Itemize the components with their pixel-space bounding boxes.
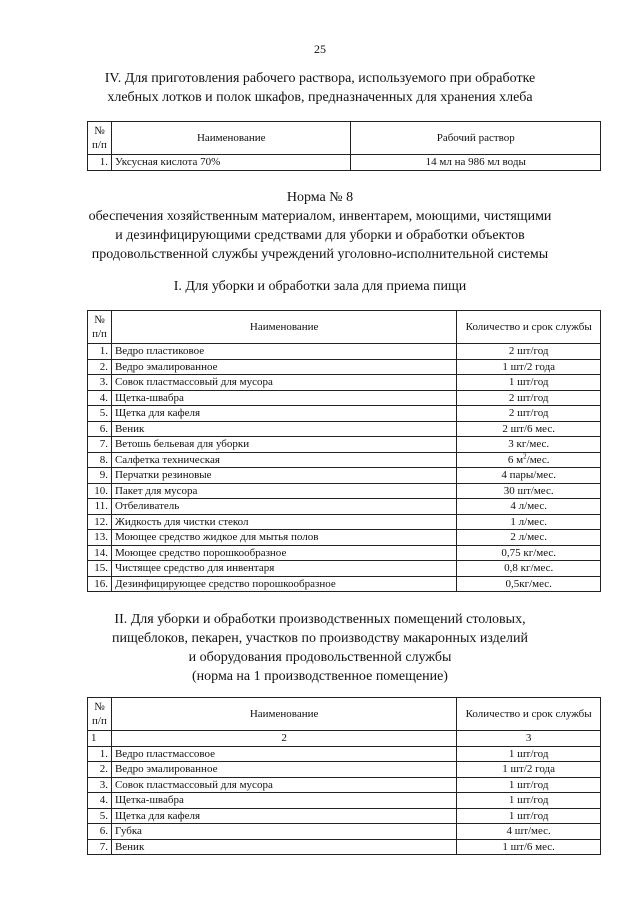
row-value: 0,75 кг/мес. [457,545,601,561]
table-row [88,808,601,824]
row-number: 8. [88,452,112,468]
row-value-suffix: /мес. [526,453,550,466]
table-row [88,375,601,391]
section-4-title-line: IV. Для приготовления рабочего раствора, используемого при обработке [104,71,536,86]
row-name: Щетка-швабра [111,390,456,406]
row-name: Салфетка техническая [111,452,456,468]
row-number: 6. [88,421,112,437]
section-4-table [87,121,601,171]
row-value: 2 л/мес. [457,530,601,546]
row-name: Веник [111,839,456,855]
row-name: Губка [111,824,456,840]
norm-8-line: продовольственной службы учреждений уголовно-исполнительной системы [91,247,549,262]
table-row [88,483,601,499]
row-name: Жидкость для чистки стекол [111,514,456,530]
row-value-main: 6 м [507,453,524,466]
row-number: 15. [88,561,112,577]
table-row [88,421,601,437]
header-value: Рабочий раствор [351,122,601,155]
row-value: 1 шт/6 мес. [457,839,601,855]
row-number: 16. [88,576,112,592]
row-value: 1 шт/год [457,808,601,824]
row-value: 1 шт/год [457,793,601,809]
row-value: 2 шт/год [457,344,601,360]
table-row [88,777,601,793]
table-row [88,839,601,855]
row-number: 5. [88,406,112,422]
row-value: 1 шт/год [457,375,601,391]
row-number: 2. [88,359,112,375]
row-value [457,452,601,468]
row-name: Моющее средство жидкое для мытья полов [111,530,456,546]
row-name: Уксусная кислота 70% [111,155,351,171]
norm-8-heading [0,188,640,264]
row-number: 11. [88,499,112,515]
row-number: 5. [88,808,112,824]
table-row [88,545,601,561]
table-row [88,530,601,546]
column-number: 3 [457,731,601,747]
column-number: 2 [111,731,456,747]
row-value: 1 шт/год [457,746,601,762]
norm-8-title: Норма № 8 [286,190,354,205]
row-name: Ведро пластмассовое [111,746,456,762]
row-number: 6. [88,824,112,840]
row-name: Совок пластмассовый для мусора [111,777,456,793]
row-name: Ведро пластиковое [111,344,456,360]
row-name: Пакет для мусора [111,483,456,499]
header-name: Наименование [111,311,456,344]
section-2-table [87,697,601,855]
row-name: Перчатки резиновые [111,468,456,484]
row-number: 3. [88,777,112,793]
row-value-superscript: 2 [523,451,527,460]
row-value: 1 шт/год [457,777,601,793]
table-row [88,824,601,840]
section-2-title-line: пищеблоков, пекарен, участков по производству макаронных изделий [112,631,528,646]
section-2-title [0,610,640,686]
row-number: 13. [88,530,112,546]
table-row [88,746,601,762]
header-name: Наименование [111,122,351,155]
row-number: 2. [88,762,112,778]
row-number: 1. [88,155,112,171]
row-value: 2 шт/год [457,390,601,406]
row-number: 7. [88,437,112,453]
row-value: 30 шт/мес. [457,483,601,499]
row-name: Совок пластмассовый для мусора [111,375,456,391]
row-name: Дезинфицирующее средство порошкообразное [111,576,456,592]
section-4-title [0,69,640,107]
row-number: 10. [88,483,112,499]
section-4-title-line: хлебных лотков и полок шкафов, предназначенных для хранения хлеба [107,90,533,105]
table-row [88,406,601,422]
row-name: Веник [111,421,456,437]
table-row [88,468,601,484]
row-value: 14 мл на 986 мл воды [351,155,601,171]
row-value: 0,5кг/мес. [457,576,601,592]
table-row [88,359,601,375]
table-row [88,793,601,809]
row-number: 9. [88,468,112,484]
row-name: Щетка для кафеля [111,406,456,422]
row-name: Щетка-швабра [111,793,456,809]
row-number: 1. [88,344,112,360]
row-number: 12. [88,514,112,530]
table-row [88,344,601,360]
header-num: № п/п [88,122,112,155]
table-row [88,452,601,468]
table-row [88,499,601,515]
row-value: 4 шт/мес. [457,824,601,840]
row-value: 1 л/мес. [457,514,601,530]
header-name: Наименование [111,698,456,731]
column-number: 1 [88,731,112,747]
row-number: 4. [88,793,112,809]
row-value: 3 кг/мес. [457,437,601,453]
row-value: 2 шт/год [457,406,601,422]
column-number-row [88,731,601,747]
row-name: Ведро эмалированное [111,762,456,778]
table-row [88,437,601,453]
table-row [88,576,601,592]
row-name: Щетка для кафеля [111,808,456,824]
section-2-title-line: (норма на 1 производственное помещение) [192,669,448,684]
row-name: Моющее средство порошкообразное [111,545,456,561]
row-value: 4 л/мес. [457,499,601,515]
table-row [88,762,601,778]
row-number: 1. [88,746,112,762]
row-name: Ветошь бельевая для уборки [111,437,456,453]
row-number: 7. [88,839,112,855]
row-name: Ведро эмалированное [111,359,456,375]
header-value: Количество и срок службы [457,698,601,731]
table-row [88,155,601,171]
header-value: Количество и срок службы [457,311,601,344]
norm-8-line: и дезинфицирующими средствами для уборки и обработки объектов [115,228,525,243]
row-value: 1 шт/2 года [457,359,601,375]
row-number: 14. [88,545,112,561]
header-num: № п/п [88,698,112,731]
row-value: 4 пары/мес. [457,468,601,484]
table-row [88,514,601,530]
row-name: Чистящее средство для инвентаря [111,561,456,577]
row-number: 4. [88,390,112,406]
page-number: 25 [314,42,326,56]
row-value: 2 шт/6 мес. [457,421,601,437]
section-2-title-line: и оборудования продовольственной службы [188,650,452,665]
norm-8-line: обеспечения хозяйственным материалом, инвентарем, моющими, чистящими [88,209,552,224]
section-2-title-line: II. Для уборки и обработки производственных помещений столовых, [114,612,526,627]
row-number: 3. [88,375,112,391]
row-name: Отбеливатель [111,499,456,515]
section-1-title: I. Для уборки и обработки зала для приема пищи [173,279,467,294]
row-value: 1 шт/2 года [457,762,601,778]
table-row [88,561,601,577]
header-num: № п/п [88,311,112,344]
section-1-table [87,310,601,592]
table-row [88,390,601,406]
row-value: 0,8 кг/мес. [457,561,601,577]
